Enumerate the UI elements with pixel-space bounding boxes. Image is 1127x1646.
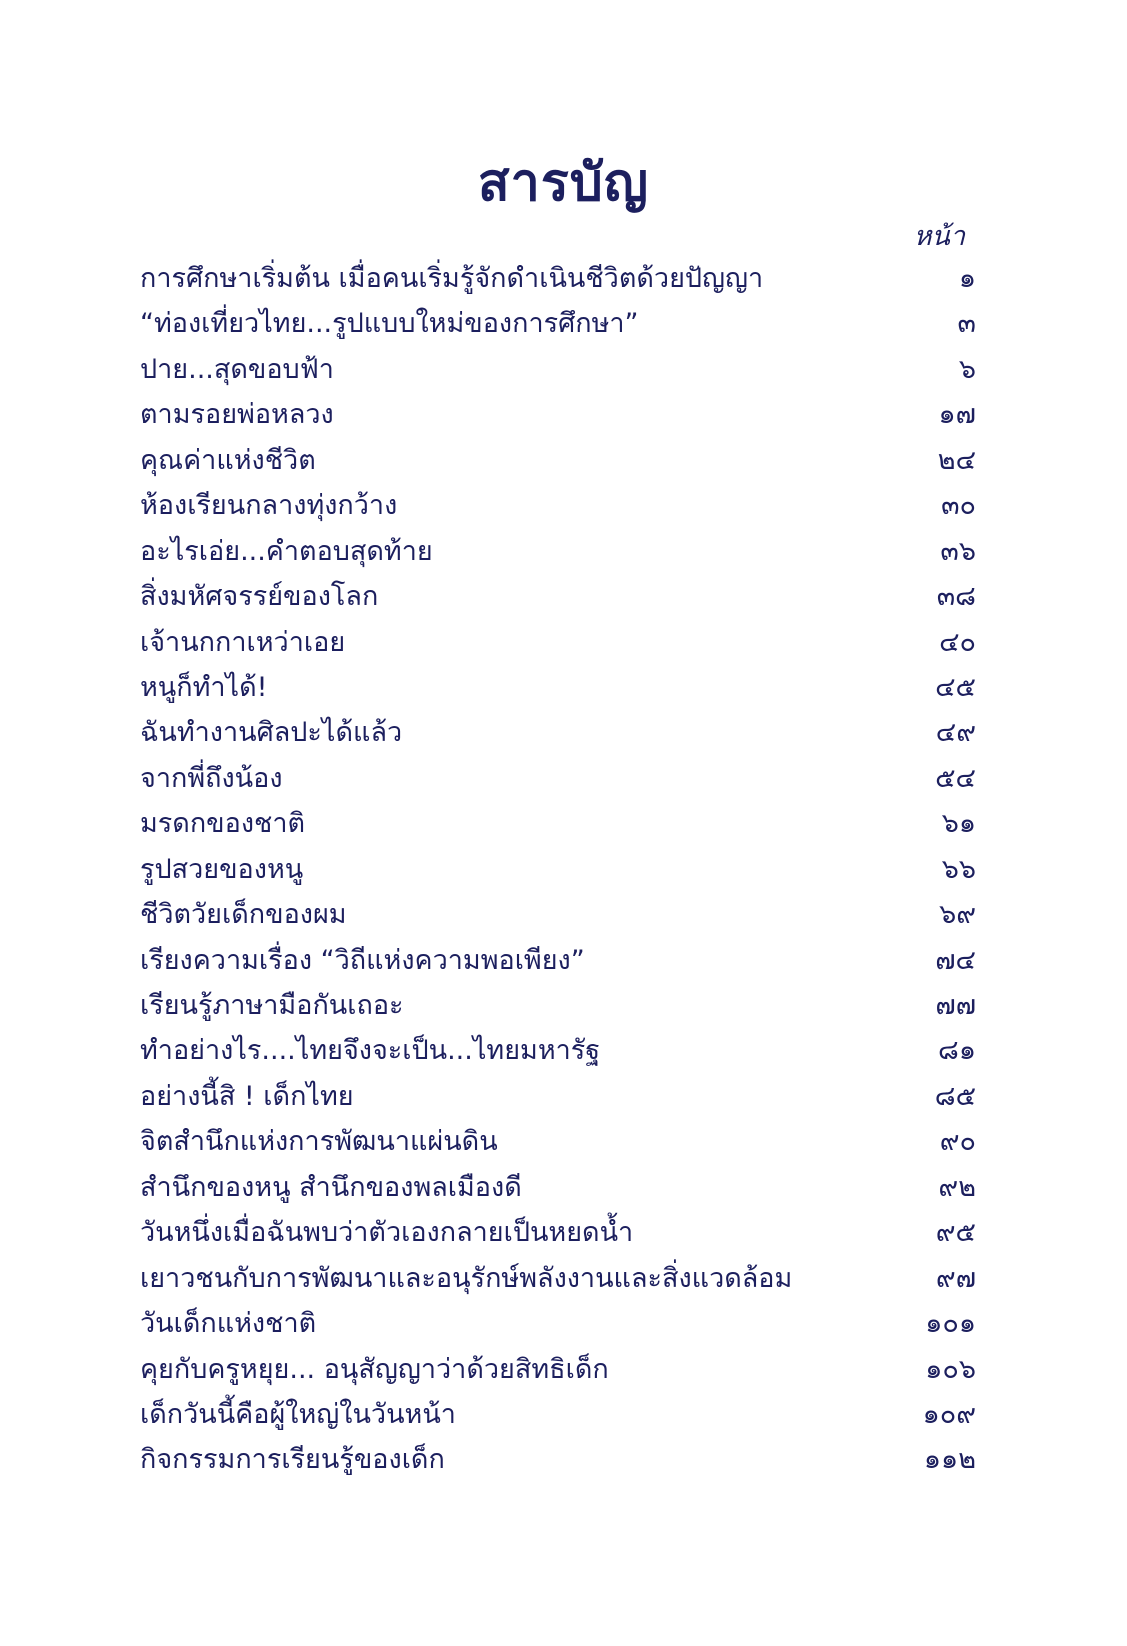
toc-entry-page: ๓๘ bbox=[936, 581, 976, 613]
toc-entry-page: ๑๐๖ bbox=[925, 1353, 976, 1385]
toc-entry bbox=[140, 1301, 976, 1346]
toc-entry bbox=[140, 301, 976, 346]
toc-entry-title: คุยกับครูหยุย... อนุสัญญาว่าด้วยสิทธิเด็ก bbox=[140, 1353, 609, 1385]
toc-entry-page: ๗๗ bbox=[935, 990, 976, 1021]
toc-entry bbox=[140, 756, 976, 801]
toc-entry bbox=[140, 1347, 976, 1392]
toc-entry bbox=[140, 620, 976, 665]
toc-entry bbox=[140, 938, 976, 983]
toc-entry-page: ๓๐ bbox=[941, 490, 976, 522]
toc-entry-title: วันเด็กแห่งชาติ bbox=[140, 1308, 317, 1340]
toc-entry-page: ๖๙ bbox=[939, 899, 976, 931]
toc-entry-title: มรดกของชาติ bbox=[140, 808, 306, 840]
toc-entry-page: ๖๑ bbox=[941, 808, 976, 840]
toc-entry bbox=[140, 1437, 976, 1482]
toc-entry bbox=[140, 1119, 976, 1164]
toc-entry bbox=[140, 256, 976, 301]
toc-entry-title: “ท่องเที่ยวไทย...รูปแบบใหม่ของการศึกษา” bbox=[140, 308, 639, 340]
toc-entry bbox=[140, 529, 976, 574]
toc-entry-page: ๙๐ bbox=[939, 1126, 976, 1158]
toc-entry bbox=[140, 483, 976, 528]
toc-entry-page: ๔๙ bbox=[935, 717, 976, 749]
toc-entry-title: เยาวชนกับการพัฒนาและอนุรักษ์พลังงานและสิ่งแวดล้อม bbox=[140, 1262, 793, 1294]
toc-entry bbox=[140, 1210, 976, 1255]
toc-entry bbox=[140, 801, 976, 846]
toc-entry-title: เรียนรู้ภาษามือกันเถอะ bbox=[140, 990, 404, 1021]
toc-entry bbox=[140, 1074, 976, 1119]
toc-entry-title: ตามรอยพ่อหลวง bbox=[140, 399, 334, 431]
toc-entry-title: สิ่งมหัศจรรย์ของโลก bbox=[140, 581, 379, 613]
toc-entry-page: ๙๕ bbox=[935, 1217, 976, 1249]
toc-entry-page: ๑๗ bbox=[938, 399, 976, 431]
toc-entry-title: วันหนึ่งเมื่อฉันพบว่าตัวเองกลายเป็นหยดน้ำ bbox=[140, 1217, 634, 1249]
toc-entry-title: จากพี่ถึงน้อง bbox=[140, 762, 283, 794]
toc-entry-page: ๑ bbox=[958, 263, 976, 294]
toc-entry bbox=[140, 665, 976, 710]
toc-entry-page: ๓ bbox=[957, 308, 976, 340]
toc-entry-title: จิตสำนึกแห่งการพัฒนาแผ่นดิน bbox=[140, 1126, 498, 1158]
toc-entry-title: กิจกรรมการเรียนรู้ของเด็ก bbox=[140, 1444, 445, 1476]
toc-entry-page: ๔๐ bbox=[939, 626, 976, 658]
toc-entry-title: ฉันทำงานศิลปะได้แล้ว bbox=[140, 717, 403, 749]
toc-entry-title: เจ้านกกาเหว่าเอย bbox=[140, 626, 346, 658]
toc-entry-title: การศึกษาเริ่มต้น เมื่อคนเริ่มรู้จักดำเนินชีวิตด้วยปัญญา bbox=[140, 263, 764, 294]
toc-entry bbox=[140, 1165, 976, 1210]
toc-entry-title: เรียงความเรื่อง “วิถีแห่งความพอเพียง” bbox=[140, 944, 585, 976]
toc-entry-page: ๘๕ bbox=[934, 1080, 976, 1112]
toc-entry-title: ชีวิตวัยเด็กของผม bbox=[140, 899, 347, 931]
toc-entry-page: ๓๖ bbox=[940, 535, 976, 567]
toc-entry-page: ๙๒ bbox=[938, 1171, 976, 1203]
page-column-label: หน้า bbox=[913, 221, 965, 252]
toc-entry-page: ๘๑ bbox=[938, 1035, 976, 1067]
toc-entry bbox=[140, 983, 976, 1028]
toc-entry-page: ๖ bbox=[958, 353, 976, 385]
toc-entry-title: หนูก็ทำได้! bbox=[140, 671, 268, 703]
toc-entry bbox=[140, 392, 976, 437]
toc-entry bbox=[140, 347, 976, 392]
toc-entry bbox=[140, 710, 976, 755]
toc-entry bbox=[140, 438, 976, 483]
toc-entry-title: รูปสวยของหนู bbox=[140, 853, 304, 885]
toc-entry bbox=[140, 847, 976, 892]
toc-entry-page: ๔๕ bbox=[935, 671, 976, 703]
toc-entry-page: ๑๑๒ bbox=[923, 1444, 976, 1476]
toc-entry bbox=[140, 574, 976, 619]
toc-entry bbox=[140, 892, 976, 937]
toc-entry bbox=[140, 1256, 976, 1301]
toc-entry-title: ห้องเรียนกลางทุ่งกว้าง bbox=[140, 490, 398, 522]
toc-entry-page: ๖๖ bbox=[941, 853, 976, 885]
toc-entry-title: คุณค่าแห่งชีวิต bbox=[140, 444, 316, 476]
toc-entry-page: ๑๐๙ bbox=[922, 1398, 976, 1430]
toc-entry bbox=[140, 1028, 976, 1073]
toc-entry-title: ปาย...สุดขอบฟ้า bbox=[140, 353, 334, 385]
toc-entry-title: ทำอย่างไร....ไทยจึงจะเป็น...ไทยมหารัฐ bbox=[140, 1035, 601, 1067]
toc-list bbox=[140, 256, 976, 1483]
toc-entry-page: ๕๔ bbox=[935, 762, 976, 794]
toc-entry-page: ๙๗ bbox=[935, 1262, 976, 1294]
toc-entry-page: ๒๔ bbox=[937, 444, 976, 476]
toc-entry-page: ๗๔ bbox=[935, 944, 976, 976]
toc-entry bbox=[140, 1392, 976, 1437]
toc-entry-title: สำนึกของหนู สำนึกของพลเมืองดี bbox=[140, 1171, 522, 1203]
page-title: สารบัญ bbox=[477, 153, 650, 213]
toc-entry-title: เด็กวันนี้คือผู้ใหญ่ในวันหน้า bbox=[140, 1398, 456, 1430]
toc-entry-title: อะไรเอ่ย...คำตอบสุดท้าย bbox=[140, 535, 433, 567]
toc-entry-title: อย่างนี้สิ ! เด็กไทย bbox=[140, 1080, 354, 1112]
toc-entry-page: ๑๐๑ bbox=[925, 1308, 976, 1340]
